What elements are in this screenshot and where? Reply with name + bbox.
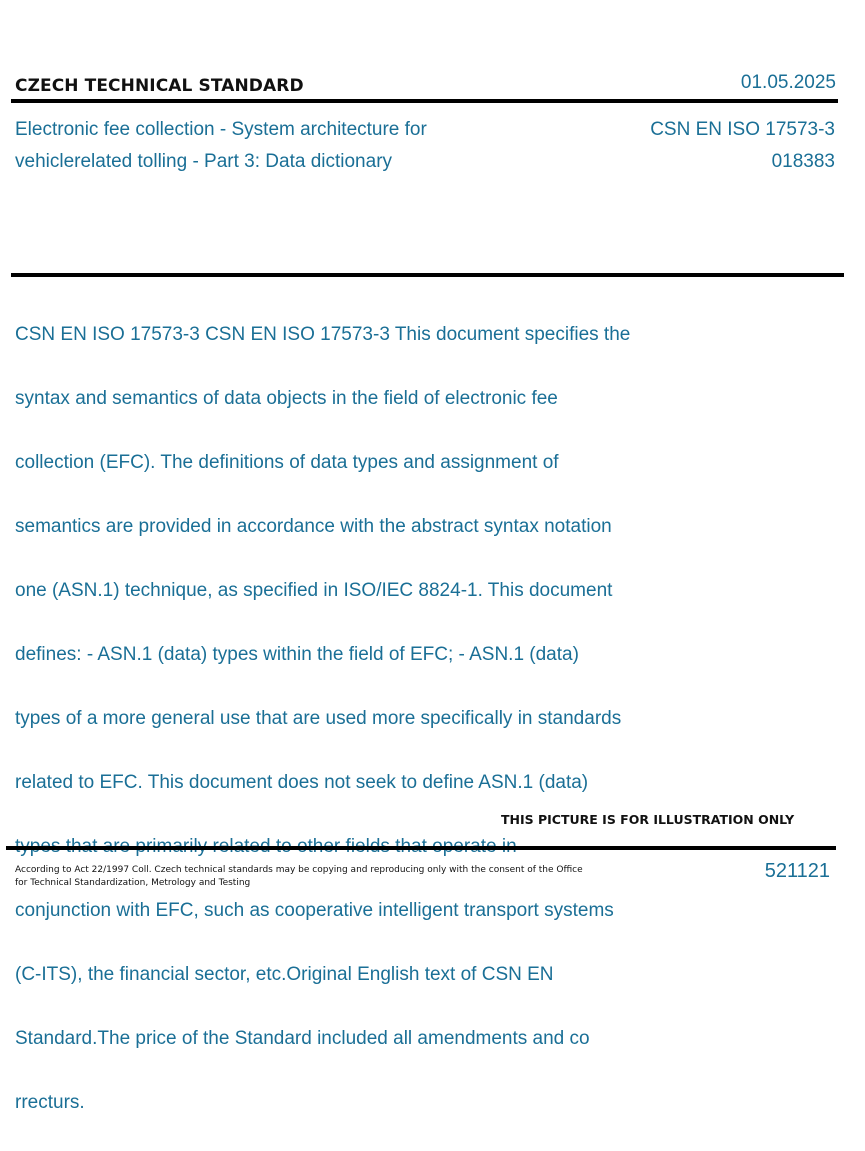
header-divider	[11, 99, 838, 103]
catalog-number: 018383	[771, 151, 835, 172]
description-line: conjunction with EFC, such as cooperative intelligent transport systems	[15, 900, 614, 921]
description-text	[15, 287, 735, 1151]
legal-notice	[15, 864, 615, 890]
legal-line: for Technical Standardization, Metrology and Testing	[15, 878, 251, 888]
illustration-note: THIS PICTURE IS FOR ILLUSTRATION ONLY	[501, 812, 795, 827]
description-line: rrecturs.	[15, 1092, 85, 1113]
publication-date: 01.05.2025	[740, 72, 836, 93]
standard-title-line: vehiclerelated tolling - Part 3: Data dictionary	[15, 151, 393, 172]
description-line: one (ASN.1) technique, as specified in ISO/IEC 8824-1. This document	[15, 580, 613, 601]
description-line: related to EFC. This document does not seek to define ASN.1 (data)	[15, 772, 589, 793]
standard-title-line: Electronic fee collection - System architecture for	[15, 119, 427, 140]
description-line: semantics are provided in accordance with the abstract syntax notation	[15, 516, 612, 537]
title-divider	[11, 273, 844, 277]
description-line: collection (EFC). The definitions of data types and assignment of	[15, 452, 559, 473]
description-line: types of a more general use that are used more specifically in standards	[15, 708, 622, 729]
standard-identifiers	[650, 114, 835, 178]
document-number: 521121	[764, 860, 830, 882]
description-line: defines: - ASN.1 (data) types within the field of EFC; - ASN.1 (data)	[15, 644, 579, 665]
description-line: syntax and semantics of data objects in the field of electronic fee	[15, 388, 558, 409]
description-line: Standard.The price of the Standard included all amendments and co	[15, 1028, 590, 1049]
description-line: CSN EN ISO 17573-3 CSN EN ISO 17573-3 This document specifies the	[15, 324, 631, 345]
legal-line: According to Act 22/1997 Coll. Czech technical standards may be copying and reproducing only with the consent of the Office	[15, 865, 583, 875]
footer-divider	[6, 846, 836, 850]
description-line: (C-ITS), the financial sector, etc.Original English text of CSN EN	[15, 964, 554, 985]
standard-code: CSN EN ISO 17573-3	[650, 119, 835, 140]
document-kicker: CZECH TECHNICAL STANDARD	[15, 76, 304, 96]
standard-title	[15, 114, 535, 178]
